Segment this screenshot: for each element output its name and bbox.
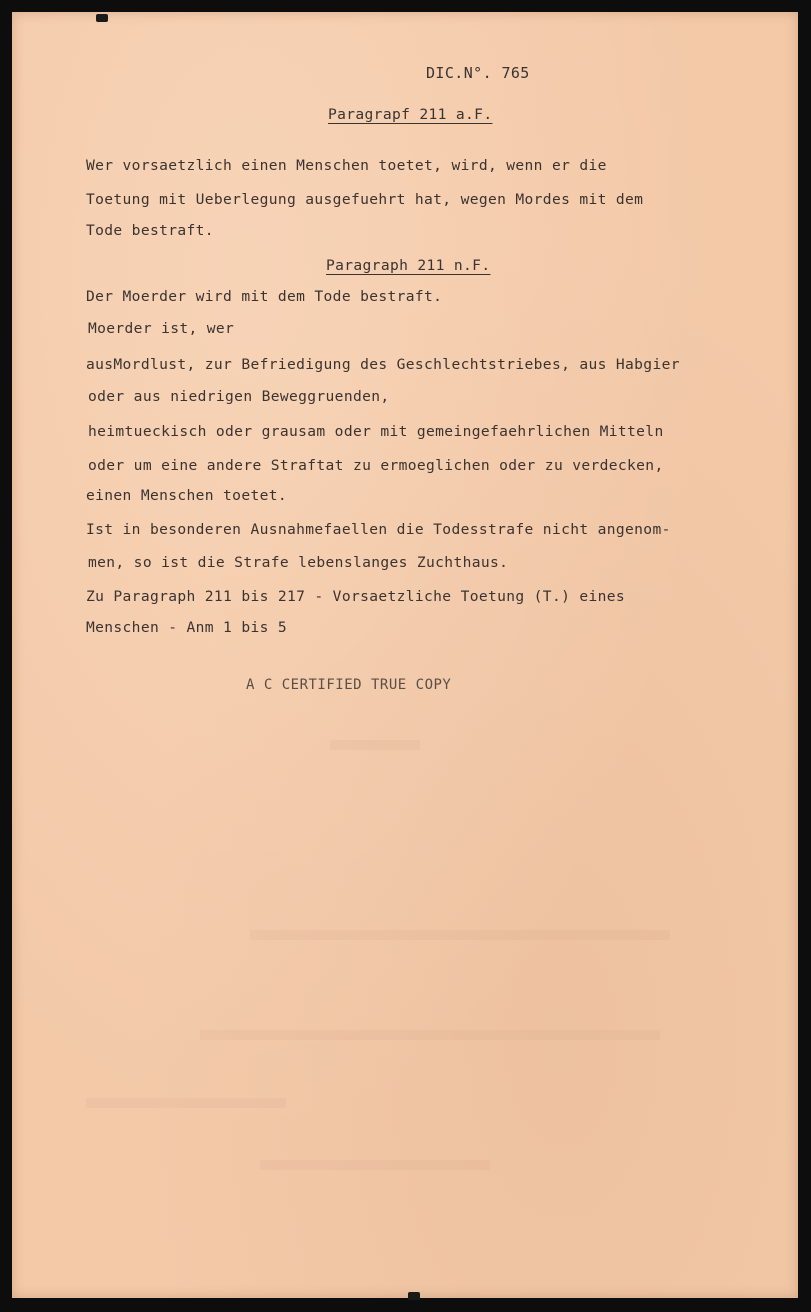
show-through-mark-3 xyxy=(200,1030,660,1040)
binding-hole-top xyxy=(96,14,108,22)
old-text-line-3: Tode bestraft. xyxy=(86,222,214,239)
new-text-line-6: oder um eine andere Straftat zu ermoeglichen oder zu verdecken, xyxy=(88,457,664,474)
show-through-mark-2 xyxy=(250,930,670,940)
show-through-mark-1 xyxy=(330,740,420,750)
certification-stamp: A C CERTIFIED TRUE COPY xyxy=(246,677,452,693)
new-text-line-4: oder aus niedrigen Beweggruenden, xyxy=(88,388,390,405)
new-text-line-1: Der Moerder wird mit dem Tode bestraft. xyxy=(86,288,443,305)
new-text-line-7: einen Menschen toetet. xyxy=(86,487,287,504)
heading-old-version: Paragrapf 211 a.F. xyxy=(328,106,493,123)
new-text-line-9: men, so ist die Strafe lebenslanges Zuchthaus. xyxy=(88,554,509,571)
binding-hole-bottom xyxy=(408,1292,420,1300)
new-text-line-10: Zu Paragraph 211 bis 217 - Vorsaetzliche Toetung (T.) eines xyxy=(86,588,626,605)
new-text-line-8: Ist in besonderen Ausnahmefaellen die Todesstrafe nicht angenom- xyxy=(86,521,671,538)
show-through-mark-5 xyxy=(260,1160,490,1170)
document-number: DIC.N°. 765 xyxy=(426,64,530,82)
show-through-mark-4 xyxy=(86,1098,286,1108)
old-text-line-1: Wer vorsaetzlich einen Menschen toetet, wird, wenn er die xyxy=(86,157,607,174)
heading-new-version: Paragraph 211 n.F. xyxy=(326,257,491,274)
new-text-line-2: Moerder ist, wer xyxy=(88,320,235,337)
old-text-line-2: Toetung mit Ueberlegung ausgefuehrt hat, wegen Mordes mit dem xyxy=(86,191,644,208)
new-text-line-11: Menschen - Anm 1 bis 5 xyxy=(86,619,287,636)
new-text-line-3: ausMordlust, zur Befriedigung des Geschlechtstriebes, aus Habgier xyxy=(86,356,680,373)
new-text-line-5: heimtueckisch oder grausam oder mit gemeingefaehrlichen Mitteln xyxy=(88,423,664,440)
